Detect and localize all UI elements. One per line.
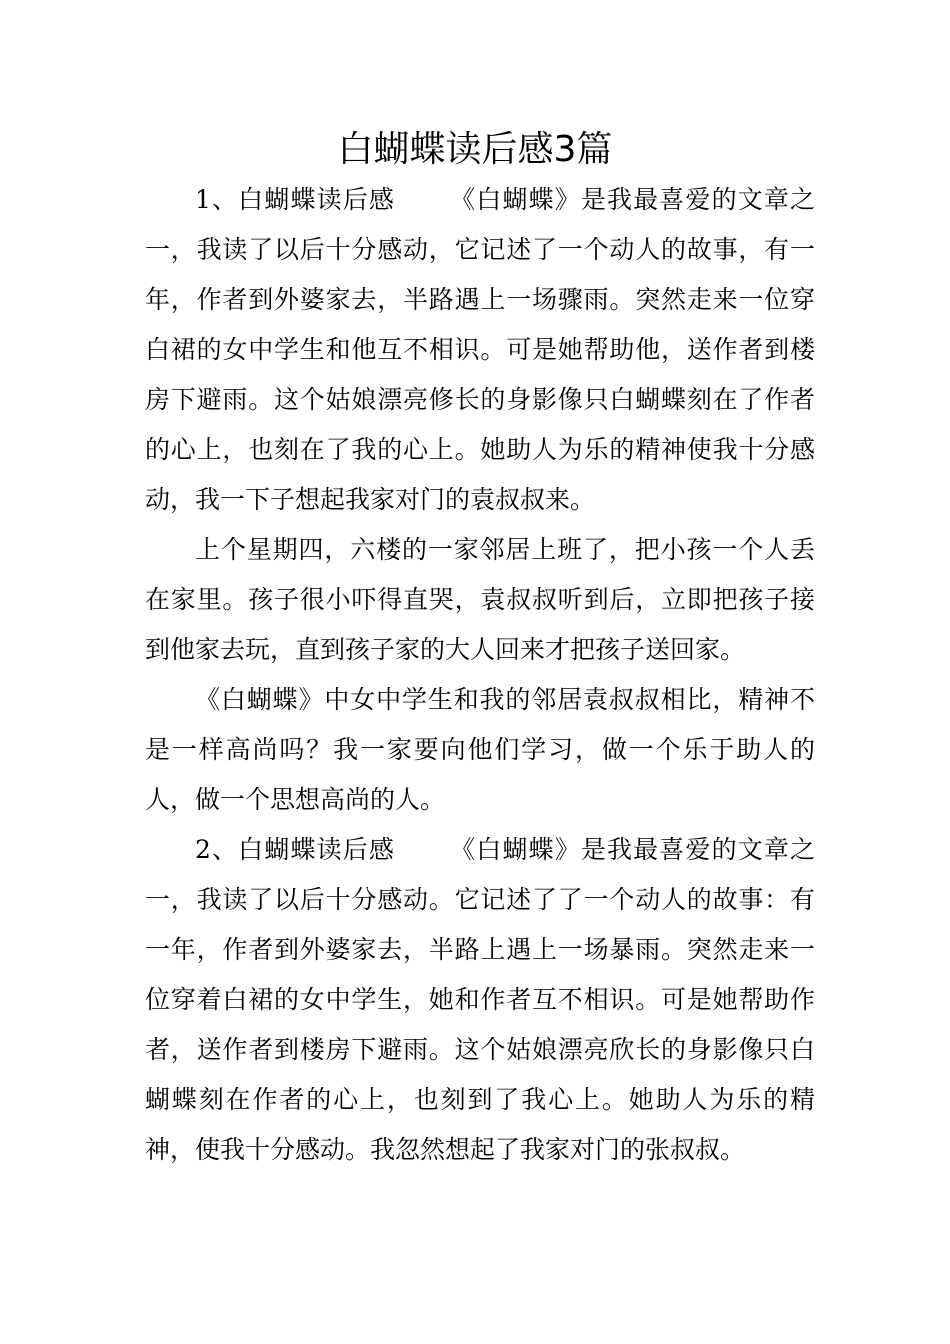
document-title: 白蝴蝶读后感3篇 bbox=[337, 129, 613, 170]
section-heading-1: 1、白蝴蝶读后感 bbox=[195, 185, 396, 214]
paragraph-4 bbox=[145, 825, 815, 1175]
paragraph-2: 上个星期四，六楼的一家邻居上班了，把小孩一个人丢在家里。孩子很小吓得直哭，袁叔叔听到后，立即把孩子接到他家去玩，直到孩子家的大人回来才把孩子送回家。 bbox=[145, 535, 815, 664]
paragraph-1 bbox=[145, 175, 815, 525]
section-heading-2: 2、白蝴蝶读后感 bbox=[195, 835, 396, 864]
paragraph-3: 《白蝴蝶》中女中学生和我的邻居袁叔叔相比，精神不是一样高尚吗？我一家要向他们学习，做一个乐于助人的人，做一个思想高尚的人。 bbox=[145, 685, 815, 814]
paragraph-text-4: 《白蝴蝶》是我最喜爱的文章之一，我读了以后十分感动。它记述了了一个动人的故事：有一年，作者到外婆家去，半路上遇上一场暴雨。突然走来一位穿着白裙的女中学生，她和作者互不相识。可是她帮助作者，送作者到楼房下避雨。这个姑娘漂亮欣长的身影像只白蝴蝶刻在作者的心上，也刻到了我心上。她助人为乐的精神，使我十分感动。我忽然想起了我家对门的张叔叔。 bbox=[145, 835, 815, 1164]
document-body bbox=[145, 175, 815, 1175]
paragraph-text-1: 《白蝴蝶》是我最喜爱的文章之一，我读了以后十分感动，它记述了一个动人的故事，有一年，作者到外婆家去，半路遇上一场骤雨。突然走来一位穿白裙的女中学生和他互不相识。可是她帮助他，送作者到楼房下避雨。这个姑娘漂亮修长的身影像只白蝴蝶刻在了作者的心上，也刻在了我的心上。她助人为乐的精神使我十分感动，我一下子想起我家对门的袁叔叔来。 bbox=[145, 185, 815, 514]
